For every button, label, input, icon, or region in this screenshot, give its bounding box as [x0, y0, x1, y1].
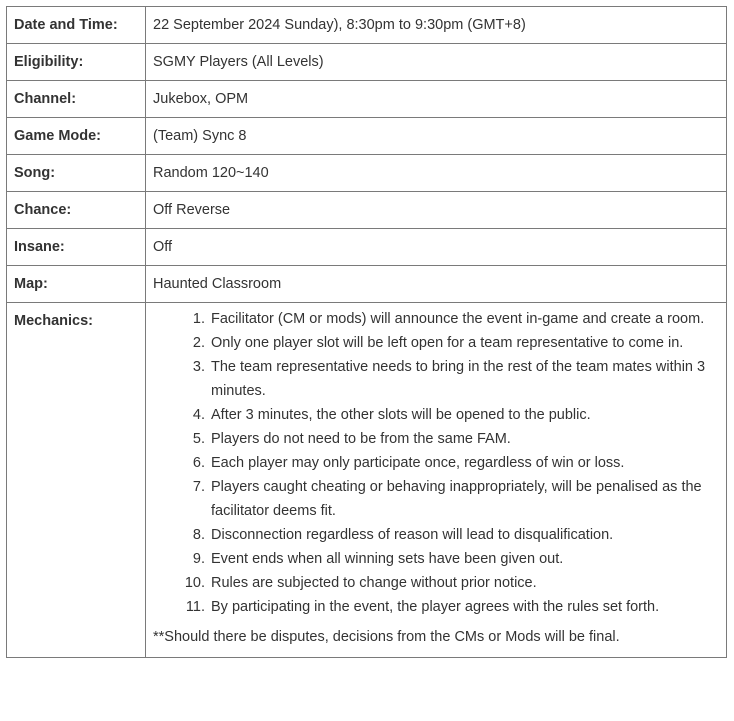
list-item	[153, 523, 719, 547]
list-item	[153, 571, 719, 595]
item-text: Facilitator (CM or mods) will announce the event in-game and create a room.	[211, 311, 705, 327]
item-text: By participating in the event, the player agrees with the rules set forth.	[211, 599, 660, 615]
row-insane	[7, 229, 727, 266]
row-game-mode	[7, 118, 727, 155]
item-number: 10.	[184, 575, 205, 591]
item-number: 8.	[192, 527, 205, 543]
row-label: Eligibility:	[7, 44, 146, 81]
event-details-table	[6, 6, 727, 658]
row-label: Map:	[7, 266, 146, 303]
item-number: 4.	[192, 407, 205, 423]
item-text: Rules are subjected to change without prior notice.	[211, 575, 537, 591]
item-text: Only one player slot will be left open for a team representative to come in.	[211, 335, 684, 351]
row-label: Insane:	[7, 229, 146, 266]
list-item	[153, 427, 719, 451]
row-value: Off	[146, 229, 727, 266]
item-number: 2.	[192, 335, 205, 351]
item-number: 3.	[192, 359, 205, 375]
item-number: 5.	[192, 431, 205, 447]
row-label: Song:	[7, 155, 146, 192]
mechanics-value	[146, 303, 727, 658]
list-item	[153, 331, 719, 355]
item-number: 11.	[185, 599, 205, 615]
item-number: 1.	[192, 311, 205, 327]
item-text: After 3 minutes, the other slots will be opened to the public.	[211, 407, 591, 423]
row-mechanics	[7, 303, 727, 658]
item-text: Players do not need to be from the same FAM.	[211, 431, 511, 447]
row-value: SGMY Players (All Levels)	[146, 44, 727, 81]
row-eligibility	[7, 44, 727, 81]
item-number: 9.	[192, 551, 205, 567]
item-text: Each player may only participate once, regardless of win or loss.	[211, 455, 625, 471]
row-label: Mechanics:	[7, 303, 146, 658]
row-song	[7, 155, 727, 192]
row-value: (Team) Sync 8	[146, 118, 727, 155]
row-date-and-time	[7, 7, 727, 44]
item-number: 6.	[192, 455, 205, 471]
disputes-note: **Should there be disputes, decisions from the CMs or Mods will be final.	[153, 629, 620, 645]
row-chance	[7, 192, 727, 229]
row-label: Chance:	[7, 192, 146, 229]
row-value: 22 September 2024 Sunday), 8:30pm to 9:30pm (GMT+8)	[146, 7, 727, 44]
list-item	[153, 547, 719, 571]
row-channel	[7, 81, 727, 118]
list-item	[153, 403, 719, 427]
list-item	[153, 475, 719, 523]
row-value: Random 120~140	[146, 155, 727, 192]
item-number: 7.	[192, 479, 205, 495]
list-item	[153, 595, 719, 619]
mechanics-list	[153, 307, 719, 619]
row-label: Channel:	[7, 81, 146, 118]
list-item	[153, 355, 719, 403]
item-text: The team representative needs to bring in the rest of the team mates within 3 minutes.	[211, 359, 706, 399]
row-map	[7, 266, 727, 303]
row-label: Date and Time:	[7, 7, 146, 44]
list-item	[153, 307, 719, 331]
list-item	[153, 451, 719, 475]
item-text: Players caught cheating or behaving inappropriately, will be penalised as the facilitator deems fit.	[211, 479, 702, 519]
row-label: Game Mode:	[7, 118, 146, 155]
row-value: Haunted Classroom	[146, 266, 727, 303]
row-value: Off Reverse	[146, 192, 727, 229]
item-text: Event ends when all winning sets have been given out.	[211, 551, 564, 567]
row-value: Jukebox, OPM	[146, 81, 727, 118]
item-text: Disconnection regardless of reason will lead to disqualification.	[211, 527, 614, 543]
